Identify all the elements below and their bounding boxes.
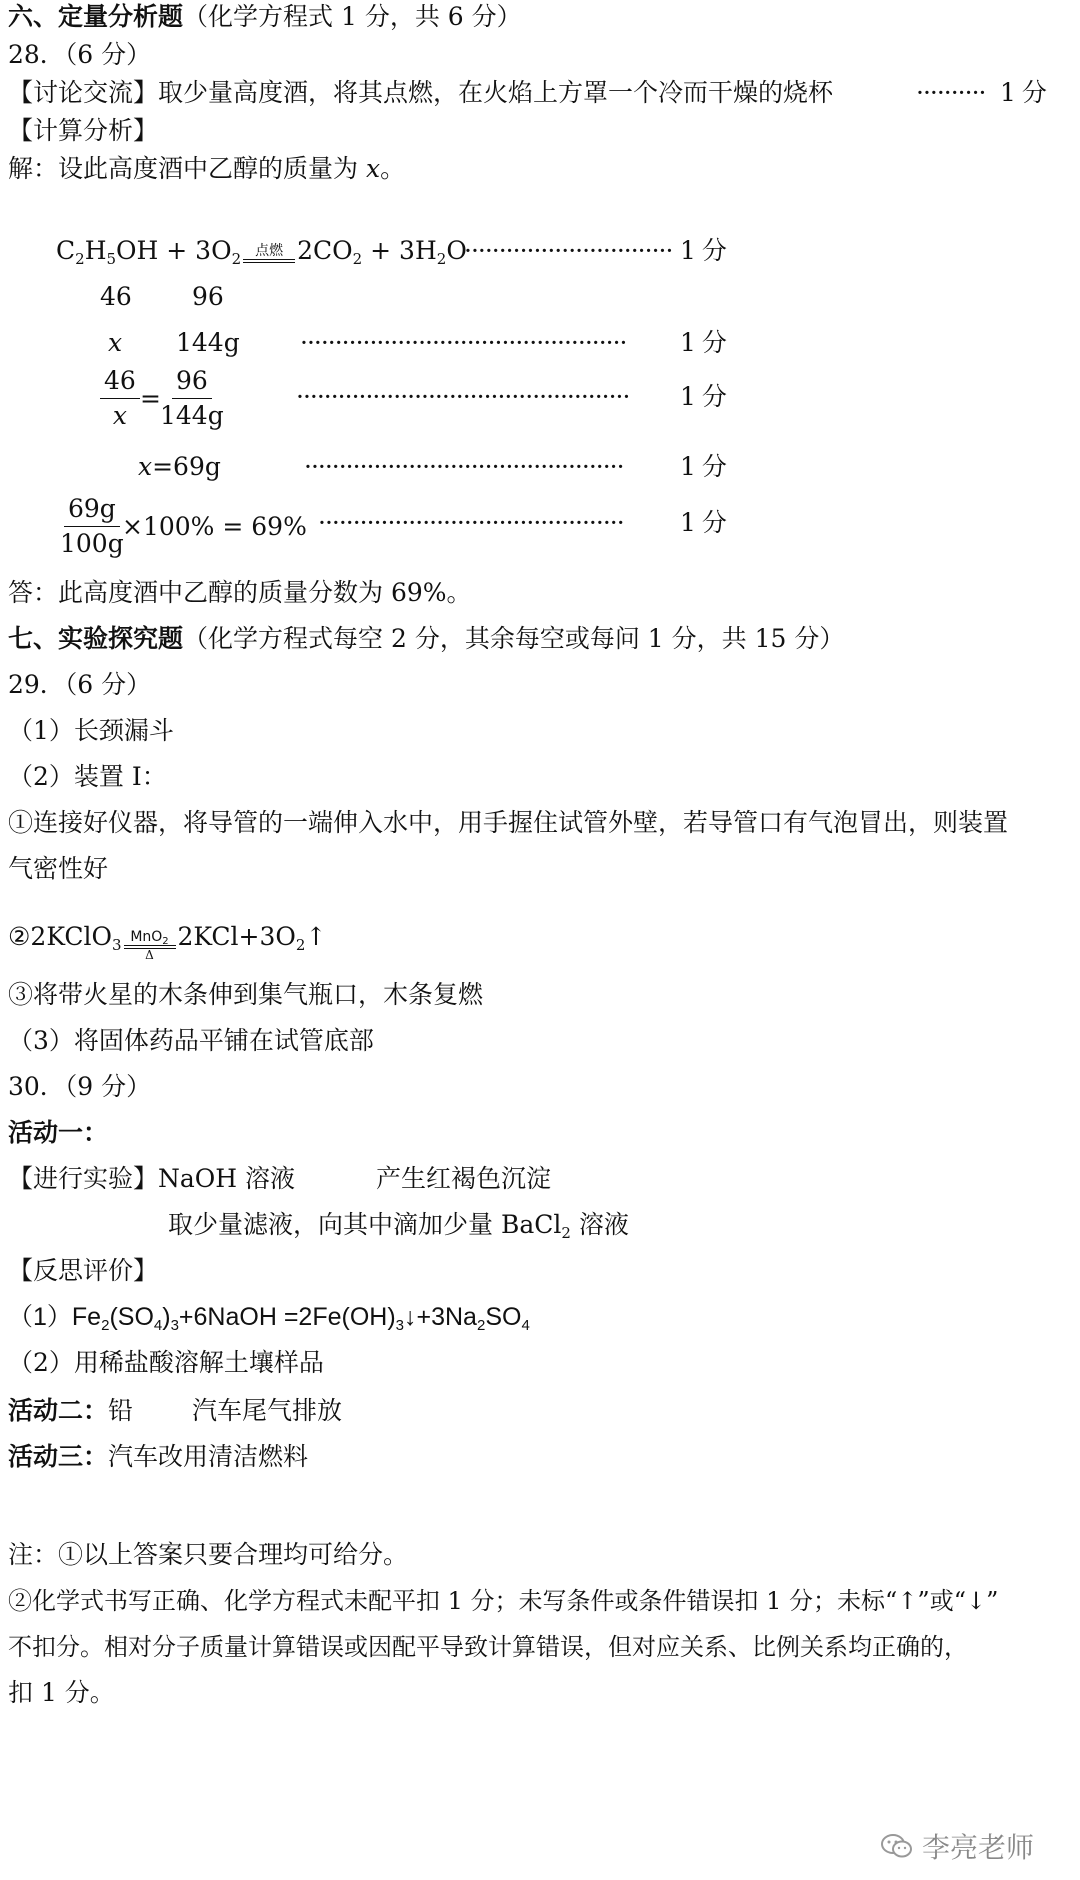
- proportion-right: $\frac{96}{144g}$: [160, 366, 224, 430]
- note-1: 注：①以上答案只要合理均可给分。: [8, 1540, 409, 1569]
- score: 1 分: [1000, 78, 1046, 107]
- score-dots: ··············································: [304, 452, 624, 481]
- given-mass: 144g: [176, 328, 240, 357]
- note-2-line-1: ②化学式书写正确、化学方程式未配平扣 1 分；未写条件或条件错误扣 1 分；未标“↑”或“↓”: [8, 1587, 999, 1615]
- proportion-left: $\frac{46}{x}$: [100, 364, 140, 433]
- q28-heading: 28．（6 分）: [8, 40, 152, 69]
- reflection-label: 【反思评价】: [8, 1256, 159, 1285]
- q29-answer-2-3: ③将带火星的木条伸到集气瓶口，木条复燃: [8, 980, 484, 1009]
- percentage-fraction: $\frac{69g}{100g}$: [60, 494, 124, 558]
- percentage-rest: ×100% = 69%: [122, 512, 307, 541]
- score: 1 分: [680, 382, 726, 411]
- activity-2-answer-b: 汽车尾气排放: [192, 1396, 343, 1425]
- equation-combustion: $C_2H_5OH + 3O_2$ 点燃 $2CO_2 + 3H_2O$: [56, 234, 467, 276]
- wechat-icon: [880, 1833, 914, 1859]
- score: 1 分: [680, 328, 726, 357]
- score-dots: ··········: [916, 78, 986, 107]
- q29-answer-3: （3）将固体药品平铺在试管底部: [8, 1026, 374, 1055]
- activity-3: 活动三：汽车改用清洁燃料: [8, 1442, 309, 1471]
- q29-answer-2-1-cont: 气密性好: [8, 854, 109, 883]
- note-2-line-2: 不扣分。相对分子质量计算错误或因配平导致计算错误，但对应关系、比例关系均正确的，: [8, 1633, 968, 1661]
- q30-heading: 30．（9 分）: [8, 1072, 152, 1101]
- condition-mark: 点燃: [243, 243, 295, 276]
- proportion-equals: =: [140, 384, 161, 413]
- calc-label: 【计算分析】: [8, 116, 159, 145]
- x-result: x=69g: [138, 452, 221, 481]
- condition-mark: MnO$_2$ Δ: [124, 929, 176, 962]
- score-dots: ················································: [296, 382, 630, 411]
- score-dots: ············································: [318, 508, 624, 537]
- q29-answer-2: （2）装置 I：: [8, 762, 167, 791]
- score: 1 分: [680, 236, 726, 265]
- watermark: 李亮老师: [880, 1826, 1034, 1866]
- q29-answer-1: （1）长颈漏斗: [8, 716, 174, 745]
- activity-1-label: 活动一：: [8, 1118, 109, 1147]
- section-7-title: 七、实验探究题（化学方程式每空 2 分，其余每空或每问 1 分，共 15 分）: [8, 624, 845, 653]
- note-2-line-3: 扣 1 分。: [8, 1678, 115, 1707]
- section-6-title: 六、定量分析题（化学方程式 1 分，共 6 分）: [8, 2, 522, 31]
- reflection-equation: $(1)Fe_2(SO_4)_3+6NaOH$ $=2Fe(OH)_3↓+3Na_2SO_4$: [8, 1303, 530, 1334]
- q28-answer: 答：此高度酒中乙醇的质量分数为 69%。: [8, 578, 472, 607]
- reflection-answer-2: （2）用稀盐酸溶解土壤样品: [8, 1348, 324, 1377]
- solution-line: 解：设此高度酒中乙醇的质量为 x。: [8, 154, 406, 183]
- q29-heading: 29．（6 分）: [8, 670, 152, 699]
- q29-answer-2-1: ①连接好仪器，将导管的一端伸入水中，用手握住试管外壁，若导管口有气泡冒出，则装置: [8, 808, 1009, 837]
- q28-discussion: 【讨论交流】取少量高度酒，将其点燃，在火焰上方罩一个冷而干燥的烧杯: [8, 78, 834, 107]
- equation-kclo3: ②2KClO$_3$ MnO$_2$ Δ $2KCl+3O_2↑$: [8, 922, 327, 962]
- score-dots: ······························: [464, 236, 673, 265]
- given-x: x: [108, 328, 123, 357]
- mass-ratio-1: 46: [100, 282, 132, 311]
- experiment-row: 【进行实验】NaOH 溶液: [8, 1164, 296, 1193]
- score-dots: ···············································: [300, 328, 627, 357]
- activity-2: 活动二：铅: [8, 1396, 134, 1425]
- experiment-phenomenon: 产生红褐色沉淀: [376, 1164, 552, 1193]
- mass-ratio-2: 96: [192, 282, 224, 311]
- score: 1 分: [680, 452, 726, 481]
- score: 1 分: [680, 508, 726, 537]
- experiment-step: 取少量滤液，向其中滴加少量 BaCl$_2$ 溶液: [168, 1210, 629, 1242]
